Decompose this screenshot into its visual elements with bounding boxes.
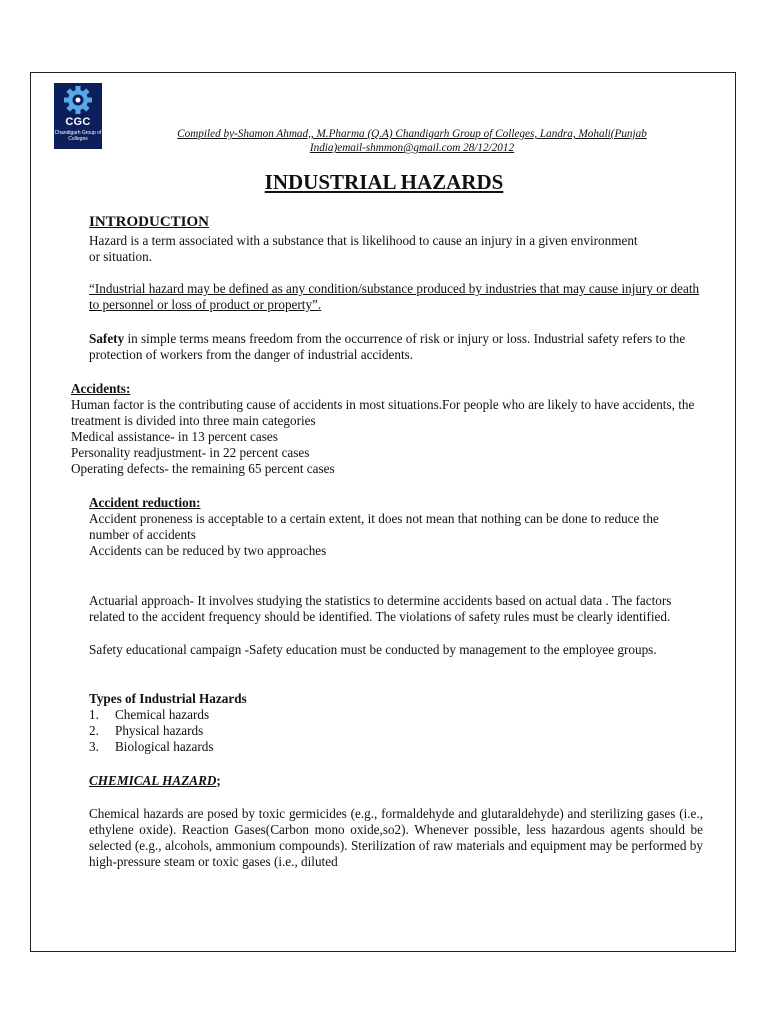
accidents-line-operating: Operating defects- the remaining 65 percent cases xyxy=(71,461,335,476)
intro-paragraph: Hazard is a term associated with a substance that is likelihood to cause an injury in a given environment or situation. xyxy=(89,233,638,264)
chemical-heading-text: CHEMICAL HAZARD xyxy=(89,773,217,788)
list-item: 2. Physical hazards xyxy=(89,723,204,738)
campaign-paragraph: Safety educational campaign -Safety education must be conducted by management to the employee groups. xyxy=(89,642,657,657)
types-heading: Types of Industrial Hazards xyxy=(89,691,247,706)
reduction-approaches: Accidents can be reduced by two approaches xyxy=(89,543,327,558)
compiled-line-1: Compiled by-Shamon Ahmad,, M.Pharma (Q.A) Chandigarh Group of Colleges, Landra, Mohali(Punjab xyxy=(177,128,647,140)
chemical-paragraph: Chemical hazards are posed by toxic germicides (e.g., formaldehyde and glutaraldehyde) and sterilizing gases (i.e., ethylene oxide). Reaction Gases(Carbon mono oxide,so2). Whenever possible, less hazardous agents should be selected (e.g., alcohols, ammonium compounds). Sterilization of raw materials and equipment may be performed by high-pressure steam or toxic gases (i.e., diluted xyxy=(89,806,703,869)
chemical-heading xyxy=(89,773,221,789)
compiled-line-2: India)email-shmmon@gmail.com 28/12/2012 xyxy=(309,142,515,154)
accidents-paragraph: Human factor is the contributing cause of accidents in most situations.For people who are likely to have accidents, the treatment is divided into three main categories xyxy=(71,397,695,428)
chemical-heading-suffix: ; xyxy=(216,773,221,788)
list-item: 3. Biological hazards xyxy=(89,739,214,754)
actuarial-paragraph: Actuarial approach- It involves studying the statistics to determine accidents based on actual data . The factors related to the accident frequency should be identified. The violations of safety rules must be clearly identified. xyxy=(89,593,672,624)
compiled-by xyxy=(112,127,712,155)
list-item: 1. Chemical hazards xyxy=(89,707,210,722)
cgc-logo xyxy=(54,83,102,149)
safety-paragraph xyxy=(89,331,701,363)
accidents-line-medical: Medical assistance- in 13 percent cases xyxy=(71,429,278,444)
reduction-paragraph: Accident proneness is acceptable to a certain extent, it does not mean that nothing can be done to reduce the number of accidents xyxy=(89,511,659,542)
definition-quote: “Industrial hazard may be defined as any condition/substance produced by industries that may cause injury or death to personnel or loss of product or property”. xyxy=(89,281,700,312)
accidents-heading: Accidents: xyxy=(71,381,131,396)
reduction-heading: Accident reduction: xyxy=(89,495,201,510)
page-title: INDUSTRIAL HAZARDS xyxy=(264,170,504,194)
safety-text: in simple terms means freedom from the occurrence of risk or injury or loss. Industrial safety refers to the protection of workers from the danger of industrial accidents. xyxy=(89,331,686,362)
types-list xyxy=(89,707,214,755)
logo-subtitle: Chandigarh Group of Colleges xyxy=(54,130,102,142)
accidents-line-personality: Personality readjustment- in 22 percent cases xyxy=(71,445,310,460)
logo-text: CGC xyxy=(65,116,91,128)
intro-heading: INTRODUCTION xyxy=(89,214,210,230)
safety-term: Safety xyxy=(89,331,125,346)
gear-icon xyxy=(54,83,102,117)
